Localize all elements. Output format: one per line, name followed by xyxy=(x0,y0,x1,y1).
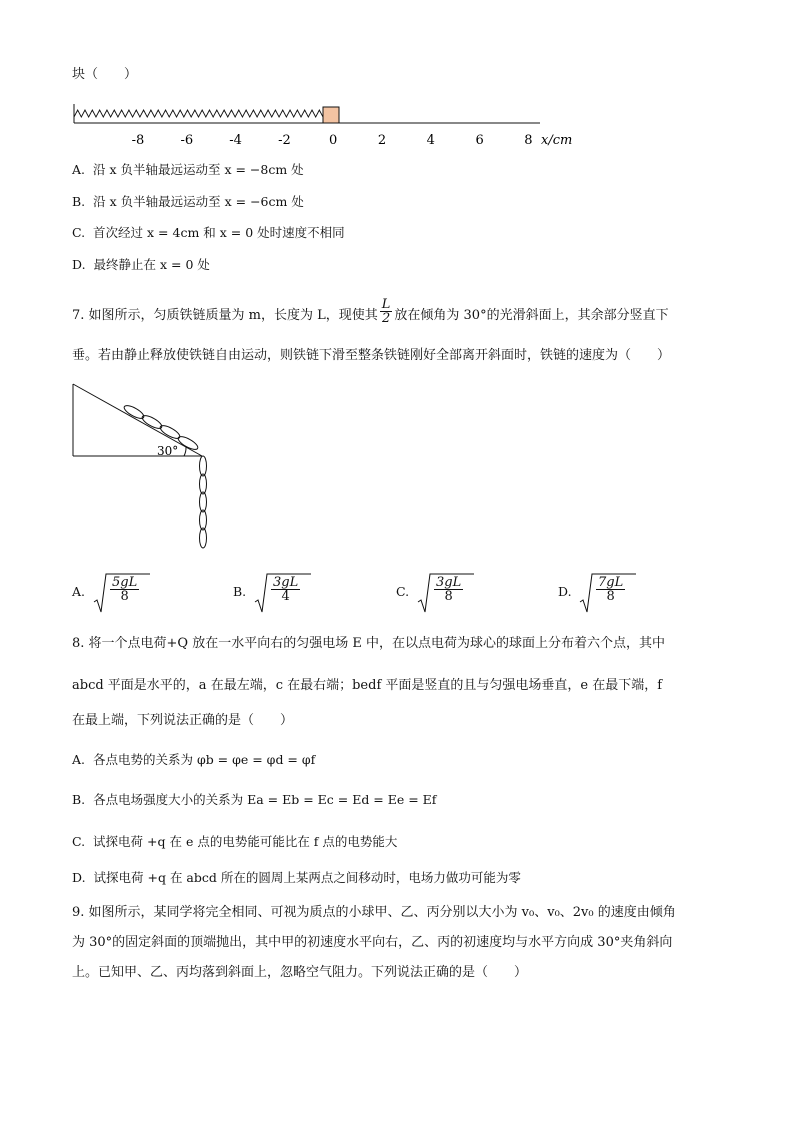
q9-line1: 9. 如图所示，某同学将完全相同、可视为质点的小球甲、乙、丙分别以大小为 v₀、v₀、2v₀ 的速度由倾角 xyxy=(72,905,676,920)
q7-option-c xyxy=(396,572,486,616)
radicand-fraction: $\frac{5gL}{8}$ xyxy=(112,575,138,604)
q7-fraction: $\frac{L}{2}$ xyxy=(381,297,391,326)
q8-line2: abcd 平面是水平的，a 在最左端，c 在最右端；bedf 平面是竖直的且与匀强电场垂直，e 在最下端，f xyxy=(72,678,663,693)
q9-line3: 上。已知甲、乙、丙均落到斜面上，忽略空气阻力。下列说法正确的是（ ） xyxy=(72,965,528,980)
tick-label-7: 6 xyxy=(475,133,484,148)
q7-line2: 垂。若由静止释放使铁链自由运动，则铁链下滑至整条铁链刚好全部离开斜面时，铁链的速度为（ ） xyxy=(72,348,671,363)
tick-label-4: 0 xyxy=(329,133,338,148)
q7-line1: 7. 如图所示，匀质铁链质量为 m，长度为 L，现使其 $\frac{L}{2}$ 放在倾角为 30°的光滑斜面上，其余部分竖直下 xyxy=(72,297,669,326)
q8-line3: 在最上端，下列说法正确的是（ ） xyxy=(72,713,294,728)
angle-label: 30° xyxy=(157,444,179,458)
q6-stem-tail: 块（ ） xyxy=(72,67,138,82)
q6-option-b: B. 沿 x 负半轴最远运动至 x = −6cm 处 xyxy=(72,194,304,209)
q7-option-d xyxy=(558,572,648,616)
chain-hanging xyxy=(200,456,207,548)
radicand-fraction: $\frac{3gL}{4}$ xyxy=(273,575,299,604)
option-letter: A. xyxy=(72,584,86,599)
radicand-fraction: $\frac{3gL}{8}$ xyxy=(436,575,462,604)
axis-unit-label: x/cm xyxy=(541,133,573,148)
q6-option-d: D. 最终静止在 x = 0 处 xyxy=(72,257,210,272)
q8-option-b: B. 各点电场强度大小的关系为 Ea = Eb = Ec = Ed = Ee = Ef xyxy=(72,792,437,807)
q6-option-c: C. 首次经过 x = 4cm 和 x = 0 处时速度不相同 xyxy=(72,225,345,240)
tick-label-0: -8 xyxy=(131,133,145,148)
tick-label-1: -6 xyxy=(180,133,194,148)
radicand-fraction: $\frac{7gL}{8}$ xyxy=(598,575,624,604)
q6-option-a: A. 沿 x 负半轴最远运动至 x = −8cm 处 xyxy=(72,162,304,177)
q8-option-a: A. 各点电势的关系为 φb = φe = φd = φf xyxy=(72,752,316,767)
tick-label-8: 8 xyxy=(524,133,533,148)
q9-line2: 为 30°的固定斜面的顶端抛出，其中甲的初速度水平向右，乙、丙的初速度均与水平方向成 30°夹角斜向 xyxy=(72,935,673,950)
q8-line1: 8. 将一个点电荷+Q 放在一水平向右的匀强电场 E 中，在以点电荷为球心的球面上分布着六个点，其中 xyxy=(72,636,665,651)
q8-option-c: C. 试探电荷 +q 在 e 点的电势能可能比在 f 点的电势能大 xyxy=(72,834,398,849)
incline-chain-figure xyxy=(0,0,794,560)
tick-label-2: -4 xyxy=(229,133,242,148)
q7-option-a xyxy=(72,572,162,616)
q7-option-b xyxy=(233,572,323,616)
tick-label-5: 2 xyxy=(377,133,387,148)
tick-label-6: 4 xyxy=(426,133,435,148)
tick-label-3: -2 xyxy=(278,133,291,148)
angle-arc xyxy=(184,447,186,456)
option-letter: B. xyxy=(233,584,247,599)
option-letter: D. xyxy=(558,584,572,599)
option-letter: C. xyxy=(396,584,410,599)
q8-option-d: D. 试探电荷 +q 在 abcd 所在的圆周上某两点之间移动时，电场力做功可能为零 xyxy=(72,870,521,885)
